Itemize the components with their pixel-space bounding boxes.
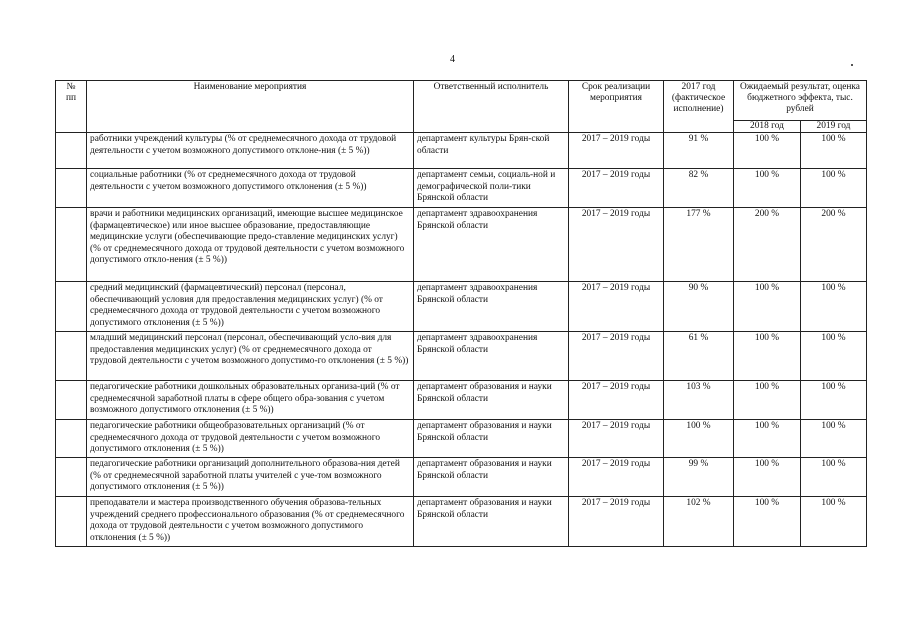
value-2018-cell: 100 % <box>734 458 801 497</box>
period-cell: 2017 – 2019 годы <box>569 420 664 458</box>
row-num-cell <box>56 497 87 547</box>
measure-name-cell: педагогические работники организаций дополнительного образова-ния детей (% от среднемесячной заработной платы учителей с уче-том возможного допустимого отклонения (± 5 %)) <box>87 458 414 497</box>
header-period: Срок реализации мероприятия <box>569 81 664 133</box>
value-2017-cell: 91 % <box>664 133 734 169</box>
table-row <box>56 420 867 458</box>
executor-cell: департамент здравоохранения Брянской области <box>414 332 569 381</box>
value-2017-cell: 90 % <box>664 282 734 332</box>
row-num-cell <box>56 458 87 497</box>
value-2018-cell: 100 % <box>734 169 801 208</box>
value-2017-cell: 103 % <box>664 381 734 420</box>
value-2017-cell: 61 % <box>664 332 734 381</box>
value-2017-cell: 100 % <box>664 420 734 458</box>
period-cell: 2017 – 2019 годы <box>569 381 664 420</box>
executor-cell: департамент здравоохранения Брянской области <box>414 282 569 332</box>
period-cell: 2017 – 2019 годы <box>569 282 664 332</box>
row-num-cell <box>56 208 87 282</box>
value-2019-cell: 100 % <box>801 133 867 169</box>
measure-name-cell: средний медицинский (фармацевтический) персонал (персонал, обеспечивающий условия для предоставления медицинских услуг) (% от среднемесячного дохода от трудовой деятельности с учетом возможного допустимого отклонения (± 5 %)) <box>87 282 414 332</box>
measure-name-cell: социальные работники (% от среднемесячного дохода от трудовой деятельности с учетом возможного допустимого отклонения (± 5 %)) <box>87 169 414 208</box>
executor-cell: департамент образования и науки Брянской области <box>414 381 569 420</box>
value-2017-cell: 177 % <box>664 208 734 282</box>
header-name: Наименование мероприятия <box>87 81 414 133</box>
executor-cell: департамент семьи, социаль-ной и демографической поли-тики Брянской области <box>414 169 569 208</box>
value-2018-cell: 200 % <box>734 208 801 282</box>
page-number: 4 <box>450 54 455 65</box>
value-2018-cell: 100 % <box>734 282 801 332</box>
table-row <box>56 169 867 208</box>
header-executor: Ответственный исполнитель <box>414 81 569 133</box>
executor-cell: департамент здравоохранения Брянской области <box>414 208 569 282</box>
value-2017-cell: 99 % <box>664 458 734 497</box>
value-2019-cell: 100 % <box>801 497 867 547</box>
table-row <box>56 208 867 282</box>
scan-speck <box>851 64 853 66</box>
value-2019-cell: 100 % <box>801 332 867 381</box>
measure-name-cell: педагогические работники общеобразовательных организаций (% от среднемесячного дохода от трудовой деятельности с учетом возможного допустимого отклонения (± 5 %)) <box>87 420 414 458</box>
table-row <box>56 458 867 497</box>
measure-name-cell: врачи и работники медицинских организаций, имеющие высшее медицинское (фармацевтическое) или иное высшее образование, предоставляющие медицинские услуги (обеспечивающие предо-ставление медицинских услуг) (% от среднемесячного дохода от трудовой деятельности с учетом возможного допустимого откло-нения (± 5 %)) <box>87 208 414 282</box>
value-2019-cell: 100 % <box>801 381 867 420</box>
value-2019-cell: 100 % <box>801 282 867 332</box>
measure-name-cell: преподаватели и мастера производственного обучения образова-тельных учреждений среднего профессионального образования (% от среднемесячного дохода от трудовой деятельности с учетом возможного допустимого отклонения (± 5 %)) <box>87 497 414 547</box>
row-num-cell <box>56 420 87 458</box>
value-2018-cell: 100 % <box>734 497 801 547</box>
row-num-cell <box>56 169 87 208</box>
header-expected: Ожидаемый результат, оценка бюджетного эффекта, тыс. рублей <box>734 81 867 121</box>
value-2019-cell: 100 % <box>801 420 867 458</box>
value-2018-cell: 100 % <box>734 133 801 169</box>
row-num-cell <box>56 133 87 169</box>
value-2018-cell: 100 % <box>734 381 801 420</box>
period-cell: 2017 – 2019 годы <box>569 497 664 547</box>
value-2018-cell: 100 % <box>734 332 801 381</box>
value-2018-cell: 100 % <box>734 420 801 458</box>
value-2017-cell: 82 % <box>664 169 734 208</box>
executor-cell: департамент образования и науки Брянской области <box>414 420 569 458</box>
period-cell: 2017 – 2019 годы <box>569 458 664 497</box>
executor-cell: департамент образования и науки Брянской области <box>414 458 569 497</box>
measure-name-cell: педагогические работники дошкольных образовательных организа-ций (% от среднемесячной заработной платы в сфере общего обра-зования с учетом возможного допустимого отклонения (± 5 %)) <box>87 381 414 420</box>
table-row <box>56 282 867 332</box>
row-num-cell <box>56 381 87 420</box>
measure-name-cell: работники учреждений культуры (% от среднемесячного дохода от трудовой деятельности с учетом возможного допустимого отклоне-ния (± 5 %)) <box>87 133 414 169</box>
header-2018: 2018 год <box>734 121 801 133</box>
table-row <box>56 381 867 420</box>
table-row <box>56 332 867 381</box>
period-cell: 2017 – 2019 годы <box>569 208 664 282</box>
row-num-cell <box>56 332 87 381</box>
table-header <box>56 81 867 133</box>
value-2019-cell: 100 % <box>801 458 867 497</box>
header-num: № пп <box>56 81 87 133</box>
value-2017-cell: 102 % <box>664 497 734 547</box>
value-2019-cell: 200 % <box>801 208 867 282</box>
table-body <box>56 133 867 547</box>
measure-name-cell: младший медицинский персонал (персонал, обеспечивающий усло-вия для предоставления медицинских услуг) (% от среднемесячного дохода от трудовой деятельности с учетом возможного допустимо-го отклонения (± 5 %)) <box>87 332 414 381</box>
executor-cell: департамент культуры Брян-ской области <box>414 133 569 169</box>
period-cell: 2017 – 2019 годы <box>569 332 664 381</box>
period-cell: 2017 – 2019 годы <box>569 133 664 169</box>
executor-cell: департамент образования и науки Брянской области <box>414 497 569 547</box>
row-num-cell <box>56 282 87 332</box>
header-2019: 2019 год <box>801 121 867 133</box>
table-row <box>56 497 867 547</box>
value-2019-cell: 100 % <box>801 169 867 208</box>
period-cell: 2017 – 2019 годы <box>569 169 664 208</box>
measures-table <box>55 80 867 547</box>
table-row <box>56 133 867 169</box>
header-2017: 2017 год (фактическое исполнение) <box>664 81 734 133</box>
